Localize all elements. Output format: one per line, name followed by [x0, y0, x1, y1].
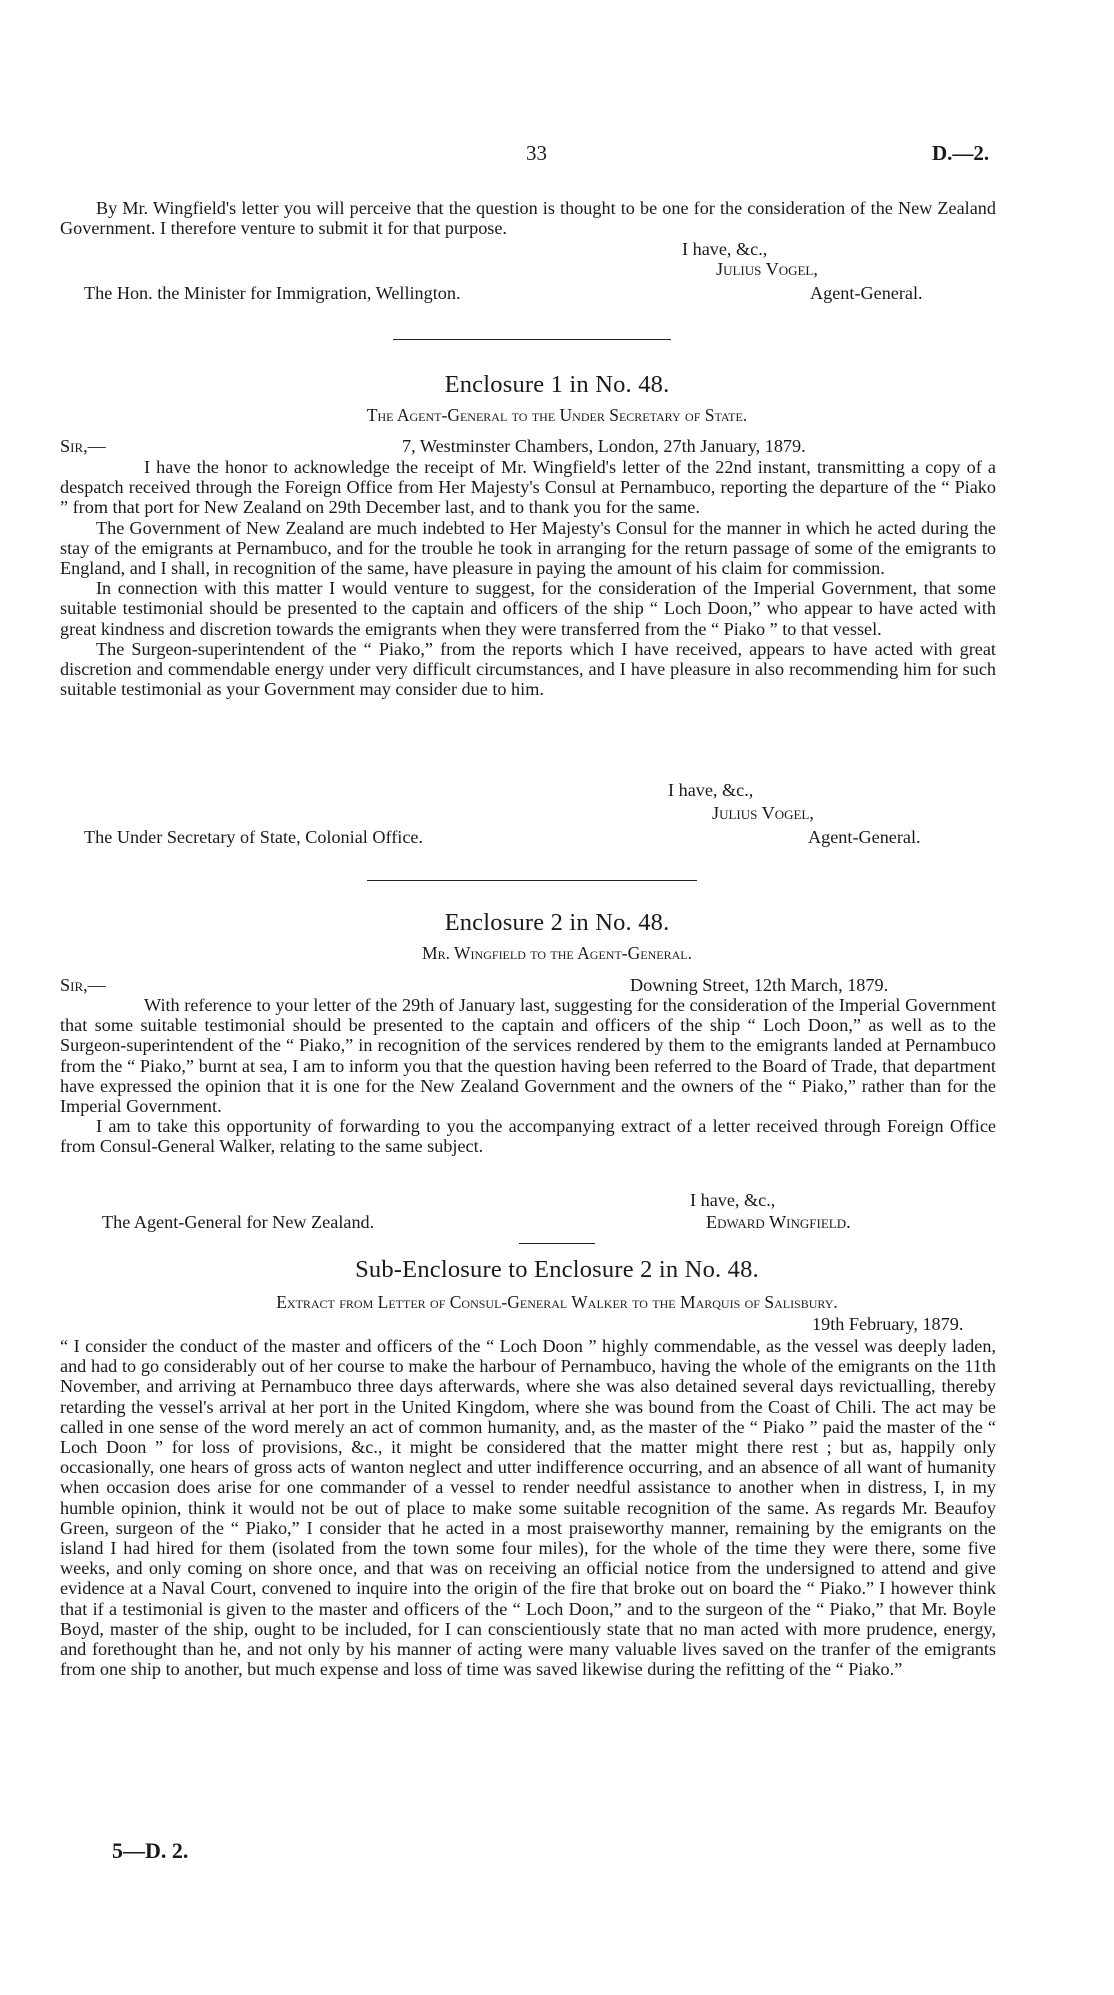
letter-closing: I have, &c., [682, 239, 768, 259]
enclosure2-paragraph: With reference to your letter of the 29th of January last, suggesting for the consideration of the Imperial Government that some suitable testimonial should be presented to the captain and officers of the ship “ Loch Doon,” as well as to the Surgeon-superintendent of the “ Piako,” in recognition of the services rendered by them to the emigrants landed at Pernambuco from the “ Piako,” burnt at sea, I am to inform you that the question having been referred to the Board of Trade, that department have expressed the opinion that it is one for the New Zealand Government and the owners of the “ Piako,” rather than for the Imperial Government. [60, 995, 996, 1117]
enclosure2-addressee: The Agent-General for New Zealand. [102, 1212, 375, 1232]
enclosure2-heading: Enclosure 2 in No. 48. [444, 909, 670, 936]
letter-signature: Julius Vogel, [716, 259, 818, 279]
subenclosure-subheading: Extract from Letter of Consul-General Walker to the Marquis of Salisbury. [276, 1292, 838, 1312]
page-number: 33 [526, 141, 547, 165]
document-reference: D.—2. [932, 141, 990, 165]
subenclosure-heading: Sub-Enclosure to Enclosure 2 in No. 48. [355, 1256, 759, 1283]
enclosure1-paragraph: The Government of New Zealand are much indebted to Her Majesty's Consul for the manner in which he acted during the stay of the emigrants at Pernambuco, and for the trouble he took in arranging for the return passage of some of the emigrants to England, and I shall, in recognition of the same, have pleasure in paying the amount of his claim for commission. [60, 517, 996, 579]
enclosure2-subheading: Mr. Wingfield to the Agent-General. [422, 943, 692, 963]
enclosure1-paragraph: The Surgeon-superintendent of the “ Piako,” from the reports which I have received, appears to have acted with great discretion and commendable energy under very difficult circumstances, and I have pleasure in also recommending him for such suitable testimonial as your Government may consider due to him. [60, 638, 996, 700]
signature-mark: 5—D. 2. [112, 1838, 189, 1863]
enclosure2-closing: I have, &c., [690, 1190, 776, 1210]
enclosure2-paragraph: I am to take this opportunity of forwarding to you the accompanying extract of a letter received through Foreign Office from Consul-General Walker, relating to the same subject. [60, 1116, 996, 1157]
enclosure2-signature: Edward Wingfield. [706, 1212, 851, 1232]
enclosure1-heading: Enclosure 1 in No. 48. [444, 371, 670, 398]
letter-paragraph: By Mr. Wingfield's letter you will perceive that the question is thought to be one for the consideration of the New Zealand Government. I therefore venture to submit it for that purpose. [60, 198, 996, 239]
enclosure1-address: 7, Westminster Chambers, London, 27th January, 1879. [402, 436, 806, 456]
subenclosure-date: 19th February, 1879. [812, 1314, 964, 1334]
enclosure1-subheading: The Agent-General to the Under Secretary of State. [366, 405, 748, 425]
enclosure1-salutation: Sir,— [60, 436, 106, 456]
section-divider [519, 1243, 595, 1244]
enclosure2-address: Downing Street, 12th March, 1879. [630, 975, 889, 995]
enclosure1-signature: Julius Vogel, [712, 803, 814, 823]
enclosure2-body [60, 995, 996, 1157]
letter-title: Agent-General. [810, 283, 923, 303]
enclosure1-title: Agent-General. [808, 827, 921, 847]
enclosure2-salutation: Sir,— [60, 975, 106, 995]
enclosure1-paragraph: I have the honor to acknowledge the receipt of Mr. Wingfield's letter of the 22nd instant, transmitting a copy of a despatch received through the Foreign Office from Her Majesty's Consul at Pernambuco, reporting the departure of the “ Piako ” from that port for New Zealand on 29th December last, and to thank you for the same. [60, 457, 996, 518]
section-divider [393, 339, 671, 340]
enclosure1-body [60, 457, 996, 699]
letter-addressee: The Hon. the Minister for Immigration, Wellington. [84, 283, 461, 303]
enclosure1-addressee: The Under Secretary of State, Colonial Office. [84, 827, 424, 847]
section-divider [367, 880, 697, 881]
subenclosure-paragraph: “ I consider the conduct of the master and officers of the “ Loch Doon ” highly commendable, as the vessel was deeply laden, and had to go considerably out of her course to make the harbour of Pernambuco, having the whole of the emigrants on the 11th November, and arriving at Pernambuco three days afterwards, where she was also detained several days revictualling, thereby retarding the vessel's arrival at her port in the United Kingdom, where she was bound from the Coast of Chili. The act may be called in one sense of the word merely an act of common humanity, and, as the master of the “ Piako ” paid the master of the “ Loch Doon ” for loss of provisions, &c., it might be considered that the matter might there rest ; but as, happily only occasionally, one hears of gross acts of wanton neglect and utter indifference occurring, and an absence of all want of humanity when occasion does arise for one commander of a vessel to render needful assistance to another when in distress, I, in my humble opinion, think it would not be out of place to make some suitable recognition of the same. As regards Mr. Beaufoy Green, surgeon of the “ Piako,” I consider that he acted in a most praiseworthy manner, remaining by the emigrants on the island I had hired for them (isolated from the town some four miles), for the whole of the time they were there, some five weeks, and only coming on shore once, and that was on receiving an official notice from the undersigned to attend and give evidence at a Naval Court, convened to inquire into the origin of the fire that broke out on board the “ Piako.” I however think that if a testimonial is given to the master and officers of the “ Loch Doon,” and to the surgeon of the “ Piako,” that Mr. Boyle Boyd, master of the ship, ought to be included, for I can conscientiously state that no man acted with more prudence, energy, and forethought than he, and not only by his manner of acting were many valuable lives saved on the tranfer of the emigrants from one ship to another, but much expense and loss of time was saved likewise during the refitting of the “ Piako.” [60, 1336, 996, 1680]
enclosure1-closing: I have, &c., [668, 780, 754, 800]
enclosure1-paragraph: In connection with this matter I would venture to suggest, for the consideration of the Imperial Government, that some suitable testimonial should be presented to the captain and officers of the ship “ Loch Doon,” who appear to have acted with great kindness and discretion towards the emigrants when they were transferred from the “ Piako ” to that vessel. [60, 578, 996, 639]
